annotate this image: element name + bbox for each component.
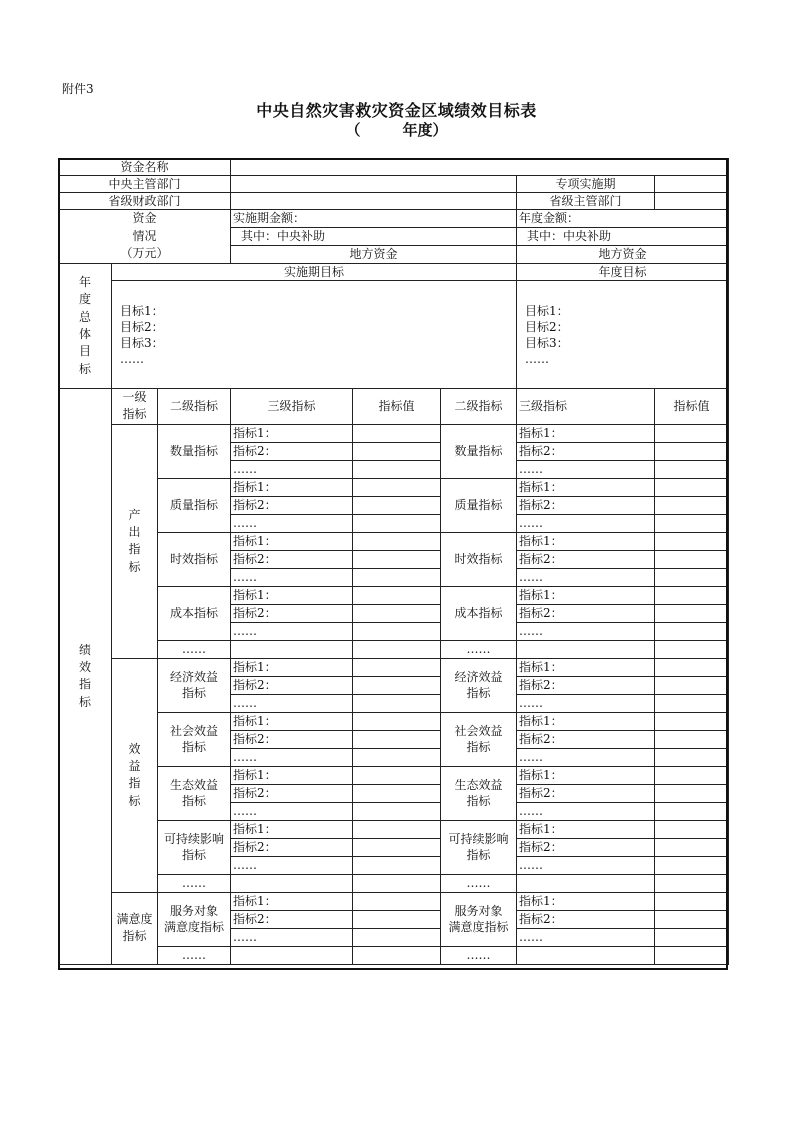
- page-title: 中央自然灾害救灾资金区域绩效目标表: [256, 101, 537, 120]
- year-level2-cell: [441, 892, 517, 946]
- more-value[interactable]: [353, 640, 441, 658]
- indicator-value[interactable]: [353, 676, 441, 694]
- year-level3-indicator[interactable]: 指标1：: [517, 586, 655, 604]
- year-level2-cell: 成本指标: [441, 586, 517, 640]
- year-indicator-value[interactable]: [655, 820, 729, 838]
- year-level2-cell-line: 生态效益: [454, 778, 503, 793]
- provincial-dept-value[interactable]: [655, 193, 729, 210]
- benefit-indicators-label-char: 益: [128, 758, 141, 773]
- satisfaction-indicators-label: [112, 892, 158, 964]
- year-more-value[interactable]: [655, 874, 729, 892]
- level3-indicator[interactable]: ……: [231, 694, 353, 712]
- level3-indicator[interactable]: ……: [231, 622, 353, 640]
- more-level2[interactable]: ……: [158, 946, 231, 964]
- year-more-level3[interactable]: [517, 640, 655, 658]
- year-local-funds[interactable]: 地方资金: [517, 246, 729, 264]
- year-indicator-value[interactable]: [655, 712, 729, 730]
- more-level2[interactable]: ……: [158, 640, 231, 658]
- perf-indicators-label: [59, 389, 112, 965]
- year-indicator-value[interactable]: [655, 928, 729, 946]
- level2-cell-line: 指标: [181, 740, 206, 755]
- year-indicator-value[interactable]: [655, 514, 729, 532]
- level3-indicator[interactable]: 指标2：: [231, 550, 353, 568]
- year-indicator-value[interactable]: [655, 478, 729, 496]
- level3-indicator[interactable]: 指标2：: [231, 496, 353, 514]
- year-indicator-value[interactable]: [655, 622, 729, 640]
- level3-indicator[interactable]: 指标2：: [231, 676, 353, 694]
- year-indicator-value[interactable]: [655, 532, 729, 550]
- goal-item: 目标1：: [525, 303, 569, 318]
- impl-local-funds[interactable]: 地方资金: [231, 246, 517, 264]
- year-indicator-value[interactable]: [655, 496, 729, 514]
- year-level2-cell-line: 指标: [466, 848, 491, 863]
- benefit-indicators-label-char: 效: [128, 741, 141, 756]
- indicator-value[interactable]: [353, 532, 441, 550]
- level3-indicator[interactable]: 指标2：: [231, 784, 353, 802]
- indicator-value[interactable]: [353, 604, 441, 622]
- year-level3-indicator[interactable]: ……: [517, 802, 655, 820]
- goals-label-char: 总: [78, 309, 91, 324]
- level2-header: 二级指标: [158, 389, 231, 425]
- year-indicator-value[interactable]: [655, 442, 729, 460]
- perf-label-char: 标: [78, 694, 91, 709]
- level3-indicator[interactable]: ……: [231, 748, 353, 766]
- indicator-value[interactable]: [353, 712, 441, 730]
- indicator-value[interactable]: [353, 730, 441, 748]
- level2-cell: [158, 892, 231, 946]
- indicator-value[interactable]: [353, 838, 441, 856]
- overall-goals-label: [59, 264, 112, 389]
- year-indicator-value[interactable]: [655, 802, 729, 820]
- year-level3-indicator[interactable]: 指标2：: [517, 730, 655, 748]
- level2-cell-line: 可持续影响: [163, 832, 224, 847]
- year-level2-cell-line: 可持续影响: [448, 832, 509, 847]
- level3-indicator[interactable]: ……: [231, 802, 353, 820]
- level3-header: 三级指标: [231, 389, 353, 425]
- indicator-value[interactable]: [353, 766, 441, 784]
- provincial-finance-value[interactable]: [231, 193, 517, 210]
- impl-central-subsidy[interactable]: 其中：中央补助: [231, 228, 517, 246]
- output-indicators-label: [112, 424, 158, 658]
- more-value[interactable]: [353, 946, 441, 964]
- output-indicators-label-char: 标: [128, 559, 141, 574]
- year-more-level3[interactable]: [517, 946, 655, 964]
- level2-cell-line: 社会效益: [169, 724, 218, 739]
- fund-name-label: 资金名称: [59, 159, 231, 176]
- year-goals-header: 年度目标: [517, 264, 729, 281]
- year-indicator-value[interactable]: [655, 460, 729, 478]
- year-level3-indicator[interactable]: 指标2：: [517, 442, 655, 460]
- project-period-label: 专项实施期: [517, 176, 655, 193]
- year-central-subsidy[interactable]: 其中：中央补助: [517, 228, 729, 246]
- perf-label-char: 指: [78, 677, 91, 692]
- level2-cell: 时效指标: [158, 532, 231, 586]
- impl-goals-header: 实施期目标: [112, 264, 517, 281]
- benefit-indicators-label: [112, 658, 158, 892]
- level2-cell: [158, 712, 231, 766]
- level3-indicator[interactable]: ……: [231, 856, 353, 874]
- year-level3-indicator[interactable]: 指标2：: [517, 784, 655, 802]
- year-indicator-value[interactable]: [655, 856, 729, 874]
- year-level3-indicator[interactable]: ……: [517, 460, 655, 478]
- level3-indicator[interactable]: 指标1：: [231, 766, 353, 784]
- output-indicators-label-char: 产: [128, 507, 141, 522]
- level2-cell-line: 经济效益: [169, 670, 218, 685]
- indicator-value[interactable]: [353, 496, 441, 514]
- indicator-value[interactable]: [353, 820, 441, 838]
- appendix-label: 附件3: [62, 82, 94, 96]
- year-more-level2[interactable]: ……: [441, 946, 517, 964]
- goal-item: 目标3：: [120, 335, 164, 350]
- benefit-indicators-label-char: 标: [128, 793, 141, 808]
- fund-status-label: [59, 210, 231, 264]
- year-level3-indicator[interactable]: ……: [517, 748, 655, 766]
- year-value-header: 指标值: [655, 389, 729, 425]
- year-level2-cell: 数量指标: [441, 424, 517, 478]
- level3-indicator[interactable]: 指标1：: [231, 658, 353, 676]
- level2-cell-line: 生态效益: [169, 778, 218, 793]
- more-level3[interactable]: [231, 946, 353, 964]
- level3-indicator[interactable]: ……: [231, 568, 353, 586]
- indicator-value[interactable]: [353, 910, 441, 928]
- year-level3-indicator[interactable]: ……: [517, 568, 655, 586]
- project-period-value[interactable]: [655, 176, 729, 193]
- year-level3-indicator[interactable]: ……: [517, 514, 655, 532]
- year-amount-field[interactable]: 年度金额：: [517, 210, 729, 228]
- year-level2-cell-line: 满意度指标: [448, 920, 509, 935]
- level2-cell: 成本指标: [158, 586, 231, 640]
- indicator-value[interactable]: [353, 784, 441, 802]
- fund-status-line: 情况: [132, 228, 157, 243]
- year-level3-indicator[interactable]: 指标2：: [517, 604, 655, 622]
- goal-item: ……: [525, 351, 549, 366]
- satisfaction-indicators-label-char: 满意度: [116, 911, 153, 926]
- indicator-value[interactable]: [353, 586, 441, 604]
- indicator-value[interactable]: [353, 622, 441, 640]
- level1-header: [112, 389, 158, 425]
- indicator-value[interactable]: [353, 460, 441, 478]
- year-level2-cell: [441, 820, 517, 874]
- indicator-value[interactable]: [353, 478, 441, 496]
- level2-cell: [158, 766, 231, 820]
- year-level2-cell-line: 经济效益: [454, 670, 503, 685]
- year-level3-indicator[interactable]: 指标1：: [517, 712, 655, 730]
- output-indicators-label-char: 出: [128, 524, 141, 539]
- year-more-value[interactable]: [655, 946, 729, 964]
- year-level3-indicator[interactable]: 指标1：: [517, 478, 655, 496]
- output-indicators-label-char: 指: [128, 542, 141, 557]
- goal-item: 目标2：: [525, 319, 569, 334]
- year-level2-cell-line: 服务对象: [454, 904, 503, 919]
- more-level3[interactable]: [231, 874, 353, 892]
- goal-item: 目标2：: [120, 319, 164, 334]
- year-level3-indicator[interactable]: 指标1：: [517, 892, 655, 910]
- year-indicator-value[interactable]: [655, 730, 729, 748]
- year-level3-indicator[interactable]: ……: [517, 928, 655, 946]
- year-label: 年度）: [402, 121, 448, 139]
- level3-indicator[interactable]: ……: [231, 514, 353, 532]
- year-level3-indicator[interactable]: 指标1：: [517, 658, 655, 676]
- level3-indicator[interactable]: 指标1：: [231, 586, 353, 604]
- level3-indicator[interactable]: 指标1：: [231, 424, 353, 442]
- year-level3-indicator[interactable]: ……: [517, 694, 655, 712]
- year-level2-cell: [441, 658, 517, 712]
- year-indicator-value[interactable]: [655, 550, 729, 568]
- level1-header-line: 指标: [122, 407, 147, 422]
- level2-cell-line: 服务对象: [169, 904, 218, 919]
- year-more-level3[interactable]: [517, 874, 655, 892]
- year-more-value[interactable]: [655, 640, 729, 658]
- level3-indicator[interactable]: 指标1：: [231, 820, 353, 838]
- fund-status-line: 资金: [132, 211, 157, 226]
- level3-indicator[interactable]: 指标2：: [231, 730, 353, 748]
- goals-label-char: 度: [78, 292, 91, 307]
- goal-item: 目标1：: [120, 303, 164, 318]
- year-level2-cell-line: 指标: [466, 794, 491, 809]
- year-level3-header: 三级指标: [517, 389, 655, 425]
- level2-cell: 数量指标: [158, 424, 231, 478]
- provincial-dept-label: 省级主管部门: [517, 193, 655, 210]
- year-level3-indicator[interactable]: 指标2：: [517, 550, 655, 568]
- level3-indicator[interactable]: 指标2：: [231, 910, 353, 928]
- level2-cell: [158, 658, 231, 712]
- more-value[interactable]: [353, 874, 441, 892]
- more-level2[interactable]: ……: [158, 874, 231, 892]
- level2-cell-line: 满意度指标: [163, 920, 224, 935]
- level3-indicator[interactable]: 指标1：: [231, 712, 353, 730]
- year-level3-indicator[interactable]: 指标2：: [517, 910, 655, 928]
- goal-item: 目标3：: [525, 335, 569, 350]
- level3-indicator[interactable]: ……: [231, 460, 353, 478]
- goals-label-char: 体: [78, 327, 91, 341]
- level2-cell: [158, 820, 231, 874]
- indicator-value[interactable]: [353, 550, 441, 568]
- level3-indicator[interactable]: 指标2：: [231, 604, 353, 622]
- year-indicator-value[interactable]: [655, 892, 729, 910]
- year-goals-area[interactable]: [517, 281, 729, 389]
- year-level2-cell-line: 指标: [466, 740, 491, 755]
- central-dept-label: 中央主管部门: [59, 176, 231, 193]
- satisfaction-indicators-label-char: 指标: [122, 929, 147, 944]
- indicator-value[interactable]: [353, 802, 441, 820]
- year-level3-indicator[interactable]: 指标2：: [517, 676, 655, 694]
- provincial-finance-label: 省级财政部门: [59, 193, 231, 210]
- year-more-level2[interactable]: ……: [441, 640, 517, 658]
- benefit-indicators-label-char: 指: [128, 776, 141, 791]
- level1-header-line: 一级: [122, 390, 147, 404]
- performance-table: [58, 158, 728, 970]
- level3-indicator[interactable]: 指标1：: [231, 532, 353, 550]
- year-level3-indicator[interactable]: 指标1：: [517, 820, 655, 838]
- goal-item: ……: [120, 351, 144, 366]
- indicator-value[interactable]: [353, 568, 441, 586]
- year-line: [0, 119, 793, 140]
- level3-indicator[interactable]: 指标2：: [231, 838, 353, 856]
- indicator-value[interactable]: [353, 892, 441, 910]
- indicator-value[interactable]: [353, 442, 441, 460]
- indicator-value[interactable]: [353, 658, 441, 676]
- indicator-value[interactable]: [353, 928, 441, 946]
- year-level3-indicator[interactable]: 指标2：: [517, 496, 655, 514]
- year-level2-cell: 时效指标: [441, 532, 517, 586]
- year-indicator-value[interactable]: [655, 568, 729, 586]
- central-dept-value[interactable]: [231, 176, 517, 193]
- year-more-level2[interactable]: ……: [441, 874, 517, 892]
- level2-cell-line: 指标: [181, 848, 206, 863]
- year-indicator-value[interactable]: [655, 910, 729, 928]
- year-indicator-value[interactable]: [655, 694, 729, 712]
- year-level3-indicator[interactable]: ……: [517, 622, 655, 640]
- year-level3-indicator[interactable]: 指标2：: [517, 838, 655, 856]
- perf-label-char: 效: [78, 660, 91, 674]
- indicator-value[interactable]: [353, 514, 441, 532]
- year-indicator-value[interactable]: [655, 424, 729, 442]
- year-level2-cell: 质量指标: [441, 478, 517, 532]
- fund-status-line: （万元）: [120, 246, 169, 261]
- level3-indicator[interactable]: 指标2：: [231, 442, 353, 460]
- year-level3-indicator[interactable]: 指标1：: [517, 532, 655, 550]
- year-indicator-value[interactable]: [655, 838, 729, 856]
- year-indicator-value[interactable]: [655, 658, 729, 676]
- year-level2-header: 二级指标: [441, 389, 517, 425]
- year-level2-cell-line: 社会效益: [454, 724, 503, 739]
- year-level3-indicator[interactable]: 指标1：: [517, 424, 655, 442]
- year-level2-cell: [441, 766, 517, 820]
- year-indicator-value[interactable]: [655, 784, 729, 802]
- level3-indicator[interactable]: 指标1：: [231, 892, 353, 910]
- impl-amount-field[interactable]: 实施期金额：: [231, 210, 517, 228]
- year-level2-cell-line: 指标: [466, 686, 491, 701]
- goals-label-char: 目: [78, 344, 91, 359]
- year-indicator-value[interactable]: [655, 586, 729, 604]
- goals-label-char: 年: [78, 274, 91, 289]
- level2-cell-line: 指标: [181, 794, 206, 809]
- year-open-paren: （: [345, 121, 361, 139]
- indicator-value[interactable]: [353, 694, 441, 712]
- year-level3-indicator[interactable]: 指标1：: [517, 766, 655, 784]
- level2-cell-line: 指标: [181, 686, 206, 701]
- more-level3[interactable]: [231, 640, 353, 658]
- level2-cell: 质量指标: [158, 478, 231, 532]
- year-level2-cell: [441, 712, 517, 766]
- indicator-value[interactable]: [353, 856, 441, 874]
- perf-label-char: 绩: [78, 642, 91, 657]
- year-indicator-value[interactable]: [655, 604, 729, 622]
- goals-label-char: 标: [78, 361, 91, 376]
- year-indicator-value[interactable]: [655, 766, 729, 784]
- level3-indicator[interactable]: ……: [231, 928, 353, 946]
- year-indicator-value[interactable]: [655, 748, 729, 766]
- year-level3-indicator[interactable]: ……: [517, 856, 655, 874]
- value-header: 指标值: [353, 389, 441, 425]
- indicator-value[interactable]: [353, 424, 441, 442]
- impl-goals-area[interactable]: [112, 281, 517, 389]
- level3-indicator[interactable]: 指标1：: [231, 478, 353, 496]
- year-indicator-value[interactable]: [655, 676, 729, 694]
- indicator-value[interactable]: [353, 748, 441, 766]
- fund-name-value[interactable]: [231, 159, 729, 176]
